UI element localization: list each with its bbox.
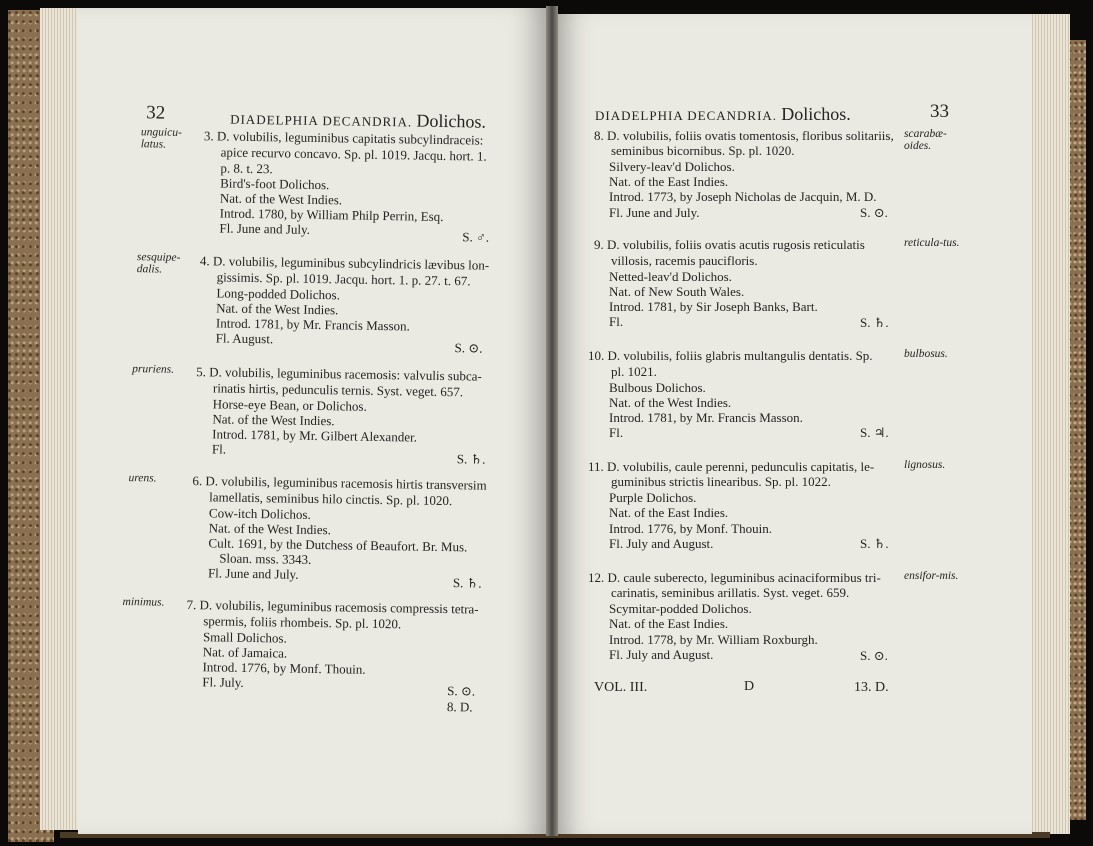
- entry-5-line-1: 5. D. volubilis, leguminibus racemosis: valvulis subca-: [196, 364, 482, 384]
- entry-3-line-2: apice recurvo concavo. Sp. pl. 1019. Jacqu. hort. 1.: [220, 144, 487, 164]
- entry-12-line-3: Scymitar-podded Dolichos.: [609, 601, 752, 616]
- entry-5-line-6: Fl.: [211, 441, 227, 457]
- entry-7-line-4: Nat. of Jamaica.: [202, 644, 288, 661]
- left-catchword: 8. D.: [446, 699, 473, 715]
- signature-mark: D: [744, 679, 755, 694]
- entry-10-line-6: Fl.: [609, 425, 624, 440]
- right-catchword: 13. D.: [854, 680, 889, 695]
- entry-9-status: S. ♄.: [860, 315, 889, 330]
- entry-10-line-2: pl. 1021.: [611, 364, 657, 379]
- entry-5-line-4: Nat. of the West Indies.: [212, 411, 335, 429]
- entry-5-line-2: rinatis hirtis, pedunculis ternis. Syst. veget. 657.: [212, 380, 464, 400]
- entry-7-line-3: Small Dolichos.: [202, 629, 287, 646]
- entry-10-line-1: 10. D. volubilis, foliis glabris multangulis dentatis. Sp.: [588, 348, 873, 363]
- entry-6-status: S. ♄.: [452, 575, 482, 591]
- entry-3-line-6: Introd. 1780, by William Philp Perrin, Esq.: [219, 205, 444, 224]
- entry-6-line-5: Cult. 1691, by the Dutchess of Beaufort. Br. Mus.: [208, 535, 468, 555]
- entry-8-line-5: Introd. 1773, by Joseph Nicholas de Jacquin, M. D.: [609, 189, 877, 204]
- entry-11-line-5: Introd. 1776, by Monf. Thouin.: [609, 521, 772, 536]
- volume-number: VOL. III.: [594, 680, 648, 695]
- margin-name-3: unguicu-latus.: [140, 126, 182, 151]
- entry-12-line-1: 12. D. caule suberecto, leguminibus acinaciformibus tri-: [588, 570, 881, 585]
- entry-10-line-4: Nat. of the West Indies.: [609, 395, 732, 410]
- entry-4-line-4: Nat. of the West Indies.: [216, 300, 339, 318]
- entry-9-line-4: Nat. of New South Wales.: [609, 284, 745, 299]
- entry-6-line-2: lamellatis, seminibus hilo cinctis. Sp. pl. 1020.: [209, 489, 453, 509]
- entry-4-line-6: Fl. August.: [215, 330, 274, 347]
- entry-12-line-2: carinatis, seminibus arillatis. Syst. veget. 659.: [611, 585, 850, 600]
- entry-8-line-6: Fl. June and July.: [609, 205, 700, 220]
- entry-8-line-4: Nat. of the East Indies.: [609, 174, 729, 189]
- entry-8-line-2: seminibus bicornibus. Sp. pl. 1020.: [611, 143, 795, 158]
- entry-4-line-5: Introd. 1781, by Mr. Francis Masson.: [215, 315, 410, 334]
- entry-9-line-2: villosis, racemis paucifloris.: [611, 253, 758, 268]
- entry-7-status: S. ⊙.: [447, 683, 476, 699]
- book-gutter: [546, 6, 558, 836]
- entry-6-line-1: 6. D. volubilis, leguminibus racemosis hirtis transversim: [192, 473, 487, 493]
- entry-10-status: S. ♃.: [860, 425, 889, 440]
- entry-11-line-1: 11. D. volubilis, caule perenni, pedunculis capitatis, le-: [588, 459, 875, 474]
- entry-12-line-4: Nat. of the East Indies.: [609, 616, 729, 631]
- right-running-head-genus: Dolichos.: [781, 104, 851, 124]
- entry-12-line-5: Introd. 1778, by Mr. William Roxburgh.: [609, 632, 818, 647]
- entry-8-status: S. ⊙.: [860, 205, 888, 220]
- entry-10-line-5: Introd. 1781, by Mr. Francis Masson.: [609, 410, 803, 425]
- entry-4-line-2: gissimis. Sp. pl. 1019. Jacqu. hort. 1. p. 27. t. 67.: [216, 269, 471, 289]
- entry-9-line-5: Introd. 1781, by Sir Joseph Banks, Bart.: [609, 299, 818, 314]
- entry-6-line-6: Sloan. mss. 3343.: [219, 550, 312, 567]
- entry-12-line-6: Fl. July and August.: [609, 647, 714, 662]
- left-running-head-prefix: DIADELPHIA DECANDRIA.: [230, 111, 413, 130]
- entry-4-line-3: Long-podded Dolichos.: [216, 285, 341, 303]
- entry-6-line-3: Cow-itch Dolichos.: [208, 505, 311, 522]
- entry-5-line-5: Introd. 1781, by Mr. Gilbert Alexander.: [212, 426, 418, 445]
- margin-name-12: ensifor-mis.: [904, 570, 959, 582]
- right-running-head: [595, 104, 851, 125]
- entry-10-line-3: Bulbous Dolichos.: [609, 380, 706, 395]
- right-folio: 33: [930, 101, 949, 122]
- entry-11-line-3: Purple Dolichos.: [609, 490, 697, 505]
- margin-name-5: pruriens.: [132, 363, 175, 376]
- margin-name-4: sesquipe-dalis.: [136, 251, 181, 276]
- entry-7-line-6: Fl. July.: [202, 674, 244, 690]
- margin-name-6: urens.: [128, 472, 157, 485]
- margin-name-10: bulbosus.: [904, 348, 948, 360]
- right-running-head-prefix: DIADELPHIA DECANDRIA.: [595, 108, 778, 123]
- entry-3-line-4: Bird's-foot Dolichos.: [220, 175, 330, 193]
- entry-9-line-3: Netted-leav'd Dolichos.: [609, 269, 732, 284]
- entry-6-line-4: Nat. of the West Indies.: [208, 520, 332, 538]
- page-edges-right: [1030, 14, 1070, 834]
- entry-6-line-7: Fl. June and July.: [207, 565, 299, 582]
- entry-7-line-2: spermis, foliis rhombeis. Sp. pl. 1020.: [203, 613, 402, 632]
- entry-8-line-3: Silvery-leav'd Dolichos.: [609, 159, 735, 174]
- entry-12-status: S. ⊙.: [860, 648, 888, 663]
- entry-11-status: S. ♄.: [860, 536, 889, 551]
- margin-name-7: minimus.: [122, 596, 165, 609]
- entry-8-line-1: 8. D. volubilis, foliis ovatis tomentosis, floribus solitariis,: [594, 128, 894, 143]
- entry-3-status: S. ♂.: [462, 229, 490, 245]
- entry-5-status: S. ♄.: [456, 451, 486, 467]
- entry-11-line-2: guminibus strictis linearibus. Sp. pl. 1022.: [611, 474, 831, 489]
- margin-name-11: lignosus.: [904, 459, 946, 471]
- margin-name-8: scarabæ-oides.: [904, 128, 947, 152]
- entry-4-line-1: 4. D. volubilis, leguminibus subcylindricis lævibus lon-: [199, 253, 490, 273]
- page-edges-left: [40, 8, 80, 830]
- entry-3-line-7: Fl. June and July.: [219, 220, 311, 237]
- entry-11-line-6: Fl. July and August.: [609, 536, 714, 551]
- entry-9-line-6: Fl.: [609, 314, 624, 329]
- entry-11-line-4: Nat. of the East Indies.: [609, 505, 729, 520]
- entry-7-line-1: 7. D. volubilis, leguminibus racemosis compressis tetra-: [186, 597, 479, 617]
- left-folio: 32: [146, 102, 166, 124]
- left-running-head-genus: Dolichos.: [416, 110, 487, 132]
- entry-3-line-1: 3. D. volubilis, leguminibus capitatis subcylindraceis:: [203, 128, 484, 148]
- entry-5-line-3: Horse-eye Bean, or Dolichos.: [212, 396, 367, 414]
- entry-9-line-1: 9. D. volubilis, foliis ovatis acutis rugosis reticulatis: [594, 237, 865, 252]
- entry-3-line-3: p. 8. t. 23.: [220, 160, 273, 177]
- entry-4-status: S. ⊙.: [454, 340, 483, 356]
- margin-name-9: reticula-tus.: [904, 237, 960, 249]
- entry-3-line-5: Nat. of the West Indies.: [219, 190, 343, 208]
- entry-7-line-5: Introd. 1776, by Monf. Thouin.: [202, 659, 366, 677]
